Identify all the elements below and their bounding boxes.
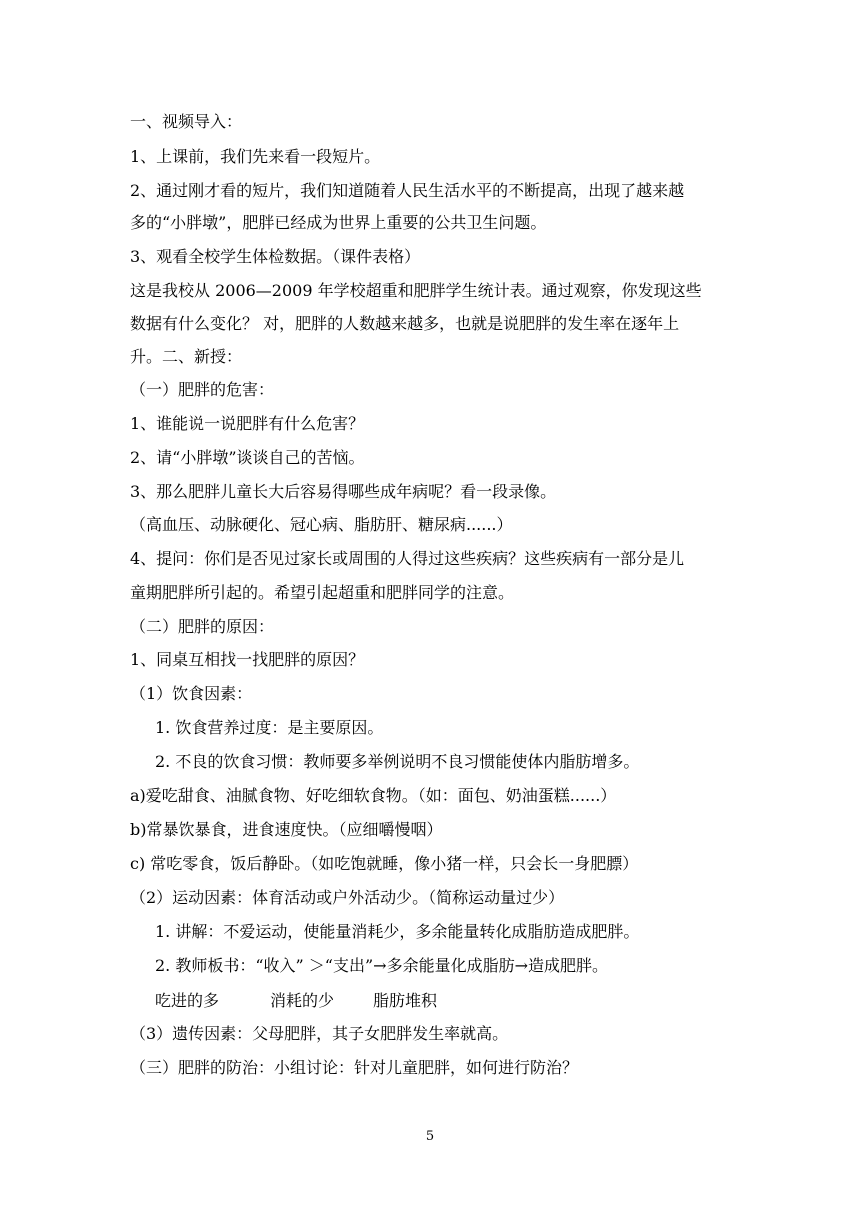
paragraph-line: 数据有什么变化？ 对，肥胖的人数越来越多，也就是说肥胖的发生率在逐年上 xyxy=(130,314,680,333)
annotation-consumption: 消耗的少 xyxy=(270,991,335,1010)
section-heading-cause: （二）肥胖的原因： xyxy=(130,617,275,636)
lettered-item: b)常暴饮暴食，进食速度快。（应细嚼慢咽） xyxy=(130,820,443,839)
paragraph-line: （3）遗传因素：父母肥胖，其子女肥胖发生率就高。 xyxy=(130,1024,509,1043)
numbered-item: 2. 不良的饮食习惯：教师要多举例说明不良习惯能使体内脂肪增多。 xyxy=(155,752,640,771)
paragraph-line: 1、上课前，我们先来看一段短片。 xyxy=(130,147,381,166)
paragraph-line: 升。二、新授： xyxy=(130,347,243,366)
numbered-item: 1. 饮食营养过度：是主要原因。 xyxy=(155,718,384,737)
lettered-item: c) 常吃零食，饭后静卧。（如吃饱就睡，像小猪一样，只会长一身肥膘） xyxy=(130,854,639,873)
annotation-fat: 脂肪堆积 xyxy=(373,991,438,1010)
paragraph-line: 童期肥胖所引起的。希望引起超重和肥胖同学的注意。 xyxy=(130,583,515,602)
paragraph-line: 2、通过刚才看的短片，我们知道随着人民生活水平的不断提高，出现了越来越 xyxy=(130,181,685,200)
paragraph-line: 3、观看全校学生体检数据。（课件表格） xyxy=(130,247,421,266)
page-number: 5 xyxy=(425,1129,435,1144)
paragraph-line: （2）运动因素：体育活动或户外活动少。（简称运动量过少） xyxy=(130,888,565,907)
paragraph-line: 4、提问：你们是否见过家长或周围的人得过这些疾病？这些疾病有一部分是儿 xyxy=(130,549,685,568)
paragraph-line: 1、同桌互相找一找肥胖的原因？ xyxy=(130,650,365,669)
section-heading-video: 一、视频导入： xyxy=(130,112,243,131)
paragraph-line: （1）饮食因素： xyxy=(130,684,253,703)
numbered-item: 1. 讲解：不爱运动，使能量消耗少，多余能量转化成脂肪造成肥胖。 xyxy=(155,922,640,941)
paragraph-line: 这是我校从 2006—2009 年学校超重和肥胖学生统计表。通过观察，你发现这些 xyxy=(130,281,702,300)
blackboard-annotation-row xyxy=(155,991,437,1011)
paragraph-line: （高血压、动脉硬化、冠心病、脂肪肝、糖尿病......） xyxy=(130,515,513,534)
annotation-intake: 吃进的多 xyxy=(155,991,220,1010)
section-heading-harm: （一）肥胖的危害： xyxy=(130,380,275,399)
paragraph-line: 3、那么肥胖儿童长大后容易得哪些成年病呢？看一段录像。 xyxy=(130,482,557,501)
numbered-item: 2. 教师板书：“收入” ＞“支出”→多余能量化成脂肪→造成肥胖。 xyxy=(155,956,608,975)
section-heading-prevention: （三）肥胖的防治：小组讨论：针对儿童肥胖，如何进行防治？ xyxy=(130,1058,579,1077)
paragraph-line: 1、谁能说一说肥胖有什么危害？ xyxy=(130,414,365,433)
paragraph-line: 多的“小胖墩”，肥胖已经成为世界上重要的公共卫生问题。 xyxy=(130,213,547,232)
paragraph-line: 2、请“小胖墩”谈谈自己的苦恼。 xyxy=(130,448,365,467)
lettered-item: a)爱吃甜食、油腻食物、好吃细软食物。（如：面包、奶油蛋糕......） xyxy=(130,786,617,805)
